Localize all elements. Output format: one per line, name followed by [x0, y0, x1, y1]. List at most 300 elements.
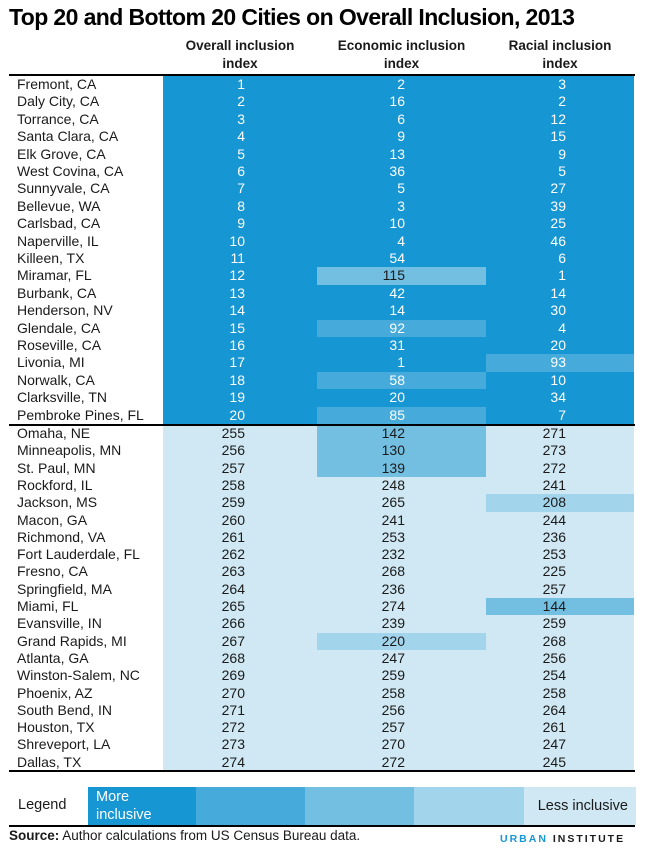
table-row — [0, 233, 646, 250]
overall-index-cell — [163, 320, 317, 337]
header-racial-line1: Racial inclusion — [508, 38, 612, 53]
overall-index-cell — [163, 667, 317, 684]
racial-index-value: 14 — [550, 284, 566, 301]
economic-index-cell — [317, 494, 486, 511]
overall-index-cell — [163, 337, 317, 354]
table-row — [0, 320, 646, 337]
header-economic — [317, 37, 486, 73]
economic-index-value: 36 — [389, 163, 405, 179]
economic-index-value: 232 — [381, 546, 405, 563]
city-name: Livonia, MI — [17, 354, 85, 371]
table-row — [0, 128, 646, 145]
economic-index-value: 139 — [381, 459, 405, 476]
racial-index-cell — [486, 736, 634, 753]
overall-index-cell — [163, 76, 317, 93]
racial-index-cell — [486, 563, 634, 580]
racial-index-cell — [486, 702, 634, 719]
overall-index-cell — [163, 719, 317, 736]
table-row — [0, 76, 646, 93]
racial-index-cell — [486, 320, 634, 337]
city-name: Bellevue, WA — [17, 197, 101, 214]
table-row — [0, 337, 646, 354]
racial-index-value: 253 — [542, 546, 566, 563]
city-name: Winston-Salem, NC — [17, 667, 140, 684]
economic-index-cell — [317, 180, 486, 197]
racial-index-cell — [486, 389, 634, 406]
economic-index-value: 268 — [381, 563, 405, 580]
economic-index-cell — [317, 250, 486, 267]
table-row — [0, 180, 646, 197]
overall-index-cell — [163, 425, 317, 442]
table-row — [0, 754, 646, 771]
economic-index-value: 13 — [389, 145, 405, 162]
racial-index-cell — [486, 285, 634, 302]
city-name: Naperville, IL — [17, 232, 99, 249]
economic-index-cell — [317, 460, 486, 477]
racial-index-value: 2 — [558, 93, 566, 110]
overall-index-value: 272 — [221, 719, 245, 736]
racial-index-cell — [486, 76, 634, 93]
city-name: Roseville, CA — [17, 337, 102, 353]
racial-index-cell — [486, 354, 634, 371]
legend-swatch-4 — [414, 787, 524, 825]
overall-index-value: 268 — [221, 649, 245, 666]
racial-index-value: 264 — [542, 701, 566, 718]
overall-index-cell — [163, 354, 317, 371]
overall-index-value: 269 — [221, 667, 245, 684]
overall-index-cell — [163, 563, 317, 580]
overall-index-value: 2 — [237, 93, 245, 110]
racial-index-cell — [486, 233, 634, 250]
economic-index-value: 1 — [397, 354, 405, 371]
table-row — [0, 146, 646, 163]
economic-index-value: 6 — [397, 110, 405, 127]
economic-index-value: 253 — [381, 528, 405, 545]
table-row — [0, 354, 646, 371]
header-racial-line2: index — [542, 56, 578, 71]
city-name: Norwalk, CA — [17, 371, 95, 388]
table-row — [0, 460, 646, 477]
economic-index-cell — [317, 128, 486, 145]
logo-institute: INSTITUTE — [552, 833, 626, 845]
overall-index-cell — [163, 633, 317, 650]
racial-index-cell — [486, 442, 634, 459]
city-name: South Bend, IN — [17, 701, 112, 718]
logo-urban: URBAN — [500, 833, 548, 845]
city-name: Daly City, CA — [17, 93, 100, 110]
overall-index-value: 4 — [237, 128, 245, 145]
racial-index-value: 93 — [550, 354, 566, 371]
table-row — [0, 372, 646, 389]
overall-index-value: 262 — [221, 546, 245, 563]
overall-index-cell — [163, 546, 317, 563]
economic-index-value: 9 — [397, 128, 405, 145]
legend-swatch-5 — [524, 787, 636, 825]
economic-index-value: 239 — [381, 615, 405, 632]
racial-index-cell — [486, 250, 634, 267]
table-row — [0, 563, 646, 580]
overall-index-value: 9 — [237, 215, 245, 232]
legend-swatch-3 — [305, 787, 414, 825]
economic-index-cell — [317, 477, 486, 494]
table-row — [0, 93, 646, 110]
header-overall — [163, 37, 317, 73]
overall-index-value: 3 — [237, 110, 245, 127]
city-name: Elk Grove, CA — [17, 145, 106, 162]
racial-index-value: 268 — [542, 632, 566, 649]
economic-index-cell — [317, 425, 486, 442]
racial-index-value: 272 — [542, 459, 566, 476]
economic-index-cell — [317, 198, 486, 215]
economic-index-cell — [317, 546, 486, 563]
economic-index-value: 130 — [381, 442, 405, 459]
economic-index-value: 14 — [389, 302, 405, 319]
racial-index-value: 241 — [542, 476, 566, 493]
economic-index-cell — [317, 598, 486, 615]
economic-index-cell — [317, 337, 486, 354]
racial-index-value: 244 — [542, 511, 566, 528]
racial-index-cell — [486, 302, 634, 319]
table-row — [0, 633, 646, 650]
racial-index-cell — [486, 598, 634, 615]
city-name: Evansville, IN — [17, 615, 102, 632]
economic-index-cell — [317, 719, 486, 736]
racial-index-value: 34 — [550, 389, 566, 406]
overall-index-value: 15 — [229, 319, 245, 336]
overall-index-cell — [163, 460, 317, 477]
city-name: Dallas, TX — [17, 753, 82, 770]
table-row — [0, 581, 646, 598]
overall-index-value: 11 — [230, 250, 245, 266]
racial-index-cell — [486, 615, 634, 632]
overall-index-value: 260 — [221, 511, 245, 528]
overall-index-cell — [163, 650, 317, 667]
economic-index-value: 236 — [381, 580, 405, 597]
economic-index-cell — [317, 389, 486, 406]
economic-index-value: 248 — [381, 476, 405, 493]
source-text: Author calculations from US Census Bureau data. — [59, 828, 361, 843]
economic-index-cell — [317, 372, 486, 389]
overall-index-value: 264 — [221, 580, 245, 597]
overall-index-value: 7 — [237, 180, 245, 197]
overall-index-cell — [163, 754, 317, 771]
racial-index-value: 25 — [550, 215, 566, 232]
overall-index-cell — [163, 233, 317, 250]
overall-index-value: 8 — [237, 197, 245, 214]
racial-index-cell — [486, 494, 634, 511]
racial-index-value: 27 — [550, 180, 566, 197]
overall-index-cell — [163, 442, 317, 459]
racial-index-cell — [486, 529, 634, 546]
table-row — [0, 667, 646, 684]
city-name: Henderson, NV — [17, 302, 113, 319]
city-name: Jackson, MS — [17, 494, 98, 511]
racial-index-cell — [486, 267, 634, 284]
economic-index-value: 54 — [389, 250, 405, 266]
economic-index-value: 42 — [389, 284, 405, 301]
overall-index-value: 17 — [229, 354, 245, 371]
table-row — [0, 267, 646, 284]
overall-index-cell — [163, 180, 317, 197]
overall-index-value: 19 — [229, 389, 245, 406]
racial-index-value: 9 — [558, 145, 566, 162]
overall-index-value: 271 — [221, 701, 245, 718]
header-economic-line2: index — [383, 56, 420, 71]
economic-index-value: 142 — [381, 425, 405, 441]
economic-index-value: 259 — [381, 667, 405, 684]
racial-index-cell — [486, 215, 634, 232]
racial-index-value: 144 — [542, 598, 566, 614]
overall-index-value: 266 — [221, 615, 245, 632]
economic-index-cell — [317, 667, 486, 684]
overall-index-value: 274 — [221, 753, 245, 770]
racial-index-value: 5 — [558, 163, 566, 179]
overall-index-value: 267 — [221, 632, 245, 649]
overall-index-cell — [163, 250, 317, 267]
racial-index-value: 225 — [542, 563, 566, 580]
economic-index-value: 274 — [381, 598, 405, 614]
racial-index-cell — [486, 425, 634, 442]
table-row — [0, 615, 646, 632]
table-row — [0, 685, 646, 702]
table-row — [0, 512, 646, 529]
economic-index-value: 272 — [381, 753, 405, 770]
racial-index-value: 3 — [558, 76, 566, 92]
city-name: Sunnyvale, CA — [17, 180, 110, 197]
economic-index-value: 20 — [389, 389, 405, 406]
table-row — [0, 302, 646, 319]
overall-index-cell — [163, 215, 317, 232]
overall-index-value: 270 — [221, 684, 245, 701]
header-overall-line2: index — [222, 56, 258, 71]
overall-index-value: 14 — [229, 302, 245, 319]
header-economic-line1: Economic inclusion — [337, 38, 466, 53]
racial-index-cell — [486, 407, 634, 424]
overall-index-cell — [163, 736, 317, 753]
economic-index-cell — [317, 702, 486, 719]
economic-index-cell — [317, 650, 486, 667]
racial-index-value: 12 — [550, 110, 566, 127]
table-row — [0, 442, 646, 459]
header-racial — [486, 37, 634, 73]
city-name: Miramar, FL — [17, 267, 92, 284]
economic-index-cell — [317, 407, 486, 424]
overall-index-cell — [163, 267, 317, 284]
racial-index-value: 30 — [550, 302, 566, 319]
economic-index-cell — [317, 563, 486, 580]
racial-index-cell — [486, 198, 634, 215]
racial-index-value: 7 — [558, 406, 566, 423]
city-name: Atlanta, GA — [17, 649, 89, 666]
racial-index-cell — [486, 650, 634, 667]
source-label: Source: — [9, 828, 60, 843]
economic-index-cell — [317, 285, 486, 302]
racial-index-cell — [486, 146, 634, 163]
economic-index-value: 85 — [389, 406, 405, 423]
overall-index-value: 1 — [237, 76, 245, 92]
economic-index-cell — [317, 442, 486, 459]
racial-index-value: 261 — [542, 719, 566, 736]
racial-index-value: 273 — [542, 442, 566, 459]
overall-index-cell — [163, 146, 317, 163]
economic-index-value: 2 — [397, 76, 405, 92]
table-row — [0, 425, 646, 442]
table-row — [0, 285, 646, 302]
racial-index-value: 4 — [558, 319, 566, 336]
overall-index-cell — [163, 372, 317, 389]
table-row — [0, 598, 646, 615]
economic-index-value: 16 — [389, 93, 405, 110]
economic-index-cell — [317, 215, 486, 232]
section-divider — [9, 424, 635, 426]
racial-index-cell — [486, 685, 634, 702]
economic-index-value: 265 — [381, 494, 405, 511]
city-name: Shreveport, LA — [17, 736, 111, 753]
city-name: Grand Rapids, MI — [17, 632, 127, 649]
overall-index-value: 10 — [229, 232, 245, 249]
city-name: Santa Clara, CA — [17, 128, 119, 145]
overall-index-value: 5 — [237, 145, 245, 162]
city-name: Fremont, CA — [17, 76, 97, 92]
overall-index-value: 16 — [229, 337, 245, 353]
economic-index-value: 4 — [397, 232, 405, 249]
racial-index-cell — [486, 93, 634, 110]
table-row — [0, 650, 646, 667]
city-name: Killeen, TX — [17, 250, 85, 266]
racial-index-cell — [486, 128, 634, 145]
city-name: Carlsbad, CA — [17, 215, 101, 232]
racial-index-value: 1 — [558, 267, 566, 284]
economic-index-cell — [317, 111, 486, 128]
overall-index-cell — [163, 598, 317, 615]
economic-index-cell — [317, 512, 486, 529]
overall-index-value: 257 — [221, 459, 245, 476]
economic-index-cell — [317, 146, 486, 163]
city-name: Richmond, VA — [17, 528, 106, 545]
economic-index-value: 92 — [389, 319, 405, 336]
overall-index-value: 6 — [237, 163, 245, 179]
city-name: Minneapolis, MN — [17, 442, 122, 459]
overall-index-value: 13 — [229, 284, 245, 301]
table-row — [0, 111, 646, 128]
overall-index-cell — [163, 702, 317, 719]
overall-index-value: 273 — [221, 736, 245, 753]
overall-index-cell — [163, 512, 317, 529]
racial-index-value: 256 — [542, 649, 566, 666]
economic-index-cell — [317, 581, 486, 598]
economic-index-value: 115 — [382, 267, 405, 284]
city-name: Houston, TX — [17, 719, 95, 736]
city-name: Fort Lauderdale, FL — [17, 546, 140, 563]
overall-index-value: 18 — [229, 371, 245, 388]
city-name: Springfield, MA — [17, 580, 112, 597]
economic-index-cell — [317, 354, 486, 371]
table-row — [0, 702, 646, 719]
economic-index-cell — [317, 163, 486, 180]
economic-index-value: 5 — [397, 180, 405, 197]
racial-index-value: 259 — [542, 615, 566, 632]
overall-index-cell — [163, 529, 317, 546]
city-name: Glendale, CA — [17, 319, 101, 336]
overall-index-cell — [163, 302, 317, 319]
city-name: Burbank, CA — [17, 284, 97, 301]
overall-index-value: 259 — [221, 494, 245, 511]
overall-index-value: 12 — [229, 267, 245, 284]
racial-index-value: 10 — [550, 371, 566, 388]
racial-index-value: 245 — [542, 753, 566, 770]
racial-index-cell — [486, 667, 634, 684]
bottom-rule — [9, 770, 635, 772]
racial-index-value: 208 — [542, 494, 566, 511]
city-name: Macon, GA — [17, 511, 88, 528]
economic-index-cell — [317, 76, 486, 93]
economic-index-value: 270 — [381, 736, 405, 753]
economic-index-cell — [317, 529, 486, 546]
racial-index-value: 39 — [550, 197, 566, 214]
economic-index-value: 241 — [381, 511, 405, 528]
racial-index-value: 236 — [542, 528, 566, 545]
racial-index-cell — [486, 180, 634, 197]
economic-index-cell — [317, 93, 486, 110]
table-row — [0, 163, 646, 180]
legend-swatch-1 — [88, 787, 196, 825]
city-name: Phoenix, AZ — [17, 684, 93, 701]
table-row — [0, 215, 646, 232]
economic-index-cell — [317, 615, 486, 632]
overall-index-cell — [163, 407, 317, 424]
overall-index-cell — [163, 685, 317, 702]
economic-index-cell — [317, 736, 486, 753]
overall-index-value: 263 — [221, 563, 245, 580]
legend-label: Legend — [18, 797, 67, 813]
racial-index-cell — [486, 337, 634, 354]
header-overall-line1: Overall inclusion — [185, 38, 295, 53]
overall-index-cell — [163, 128, 317, 145]
economic-index-cell — [317, 633, 486, 650]
table-row — [0, 250, 646, 267]
racial-index-cell — [486, 633, 634, 650]
economic-index-cell — [317, 320, 486, 337]
racial-index-value: 247 — [542, 736, 566, 753]
city-name: Omaha, NE — [17, 425, 91, 441]
racial-index-cell — [486, 477, 634, 494]
economic-index-value: 31 — [389, 337, 405, 353]
overall-index-value: 20 — [229, 406, 245, 423]
economic-index-cell — [317, 754, 486, 771]
city-name: Pembroke Pines, FL — [17, 406, 144, 423]
economic-index-cell — [317, 302, 486, 319]
racial-index-value: 257 — [542, 580, 566, 597]
city-name: St. Paul, MN — [17, 459, 96, 476]
overall-index-cell — [163, 163, 317, 180]
urban-institute-logo — [500, 833, 625, 845]
racial-index-cell — [486, 372, 634, 389]
city-name: Miami, FL — [17, 598, 79, 614]
table-row — [0, 389, 646, 406]
racial-index-cell — [486, 546, 634, 563]
overall-index-value: 265 — [221, 598, 245, 614]
economic-index-value: 10 — [389, 215, 405, 232]
economic-index-value: 256 — [381, 701, 405, 718]
racial-index-value: 20 — [550, 337, 566, 353]
overall-index-value: 256 — [221, 442, 245, 459]
economic-index-cell — [317, 685, 486, 702]
economic-index-value: 58 — [389, 371, 405, 388]
city-name: Fresno, CA — [17, 563, 88, 580]
racial-index-value: 15 — [550, 128, 566, 145]
city-name: West Covina, CA — [17, 163, 124, 179]
racial-index-value: 254 — [542, 667, 566, 684]
